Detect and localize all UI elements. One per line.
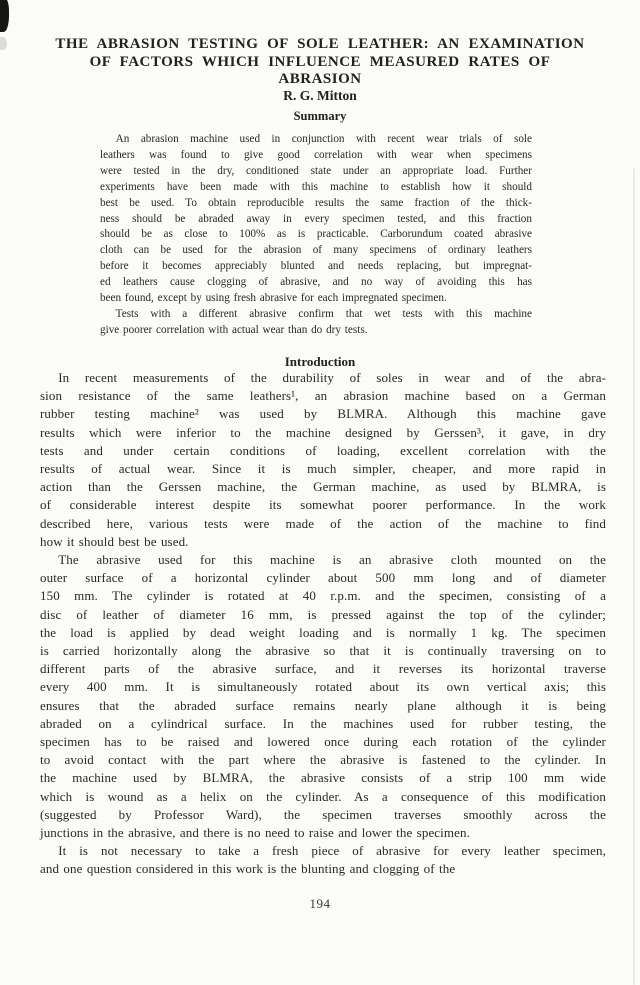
text-line: action than the Gerssen machine, the German machine, as used by BLMRA, is — [40, 479, 606, 495]
text-line: sion resistance of the same leathers¹, an abrasion machine based on a German — [40, 388, 606, 404]
text-line: ensures that the abraded surface remains nearly plane although it is being — [40, 697, 606, 713]
introduction-paragraph — [40, 369, 606, 551]
introduction-paragraph — [40, 842, 606, 878]
summary-paragraph — [100, 132, 532, 307]
text-line: specimen has to be raised and lowered once during each rotation of the cylinder — [40, 734, 606, 750]
text-line: An abrasion machine used in conjunction with recent wear trials of sole — [115, 133, 532, 145]
text-line: disc of leather of diameter 16 mm, is pressed against the top of the cylinder; — [40, 606, 606, 622]
summary-paragraph — [100, 307, 532, 339]
text-line: should be as close to 100% as is practicable. Carborundum coated abrasive — [100, 228, 532, 241]
text-line: cloth can be used for the abrasion of many specimens of ordinary leathers — [100, 244, 532, 257]
text-line: how it should best be used. — [40, 533, 189, 549]
text-line: best be used. To obtain reproducible results the same fraction of the thick- — [100, 196, 532, 209]
text-line: leathers was found to give good correlation with wear when specimens — [100, 148, 532, 161]
text-line: In recent measurements of the durability of soles in wear and of the abra- — [58, 370, 606, 385]
text-line: is carried horizontally along the abrasive so that it is continually traversing on to — [40, 643, 606, 659]
introduction-paragraph — [40, 551, 606, 842]
text-line: the load is applied by dead weight loading and is normally 1 kg. The specimen — [40, 624, 606, 640]
page-edge-shadow — [633, 168, 635, 985]
text-line: of considerable interest despite its somewhat poorer performance. In the work — [40, 497, 606, 513]
author: R. G. Mitton — [283, 88, 357, 103]
introduction-section — [40, 369, 606, 879]
text-line: give poorer correlation with actual wear than do dry tests. — [100, 323, 368, 336]
text-line: THE ABRASION TESTING OF SOLE LEATHER: AN EXAMINATION — [55, 36, 585, 52]
scan-artifact-dark-mark — [0, 0, 9, 32]
text-line: tests and under certain conditions of loading, excellent correlation with the — [40, 442, 606, 458]
text-line: before it becomes appreciably blunted and needs replacing, but impregnat- — [100, 260, 532, 273]
paper-title — [0, 36, 640, 89]
summary-section — [100, 132, 532, 339]
text-line: different parts of the abrasive surface, and it reverses its horizontal traverse — [40, 661, 606, 677]
text-line: (suggested by Professor Ward), the specimen traverses smoothly across the — [40, 806, 606, 822]
text-line: been found, except by using fresh abrasive for each impregnated specimen. — [100, 292, 447, 305]
summary-heading: Summary — [293, 109, 347, 123]
text-line: The abrasive used for this machine is an abrasive cloth mounted on the — [58, 552, 606, 568]
text-line: results which were inferior to the machine designed by Gerssen³, it gave, in dry — [40, 424, 606, 440]
text-line: described here, various tests were made of the action of the machine to find — [40, 515, 606, 531]
text-line: abraded on a cylindrical surface. In the machines used for rubber testing, the — [40, 715, 606, 731]
text-line: and one question considered in this work is the blunting and clogging of the — [40, 861, 456, 877]
text-line: ABRASION — [278, 71, 362, 87]
text-line: ed leathers cause clogging of abrasive, and no way of avoiding this has — [100, 276, 532, 289]
text-line: ness should be abraded away in every specimen tested, and this fraction — [100, 212, 532, 225]
text-line: were tested in the dry, conditioned state under an appropriate load. Further — [100, 164, 532, 177]
text-line: It is not necessary to take a fresh piece of abrasive for every leather specimen, — [58, 843, 606, 859]
text-line: which is wound as a helix on the cylinder. As a consequence of this modification — [40, 788, 606, 804]
text-line: Tests with a different abrasive confirm that wet tests with this machine — [115, 307, 532, 320]
text-line: experiments have been made with this machine to establish how it should — [100, 180, 532, 193]
introduction-heading: Introduction — [284, 354, 356, 369]
text-line: results of actual wear. Since it is much simpler, cheaper, and more rapid in — [40, 461, 606, 477]
text-line: 150 mm. The cylinder is rotated at 40 r.p.m. and the specimen, consisting of a — [40, 588, 606, 604]
text-line: outer surface of a horizontal cylinder about 500 mm long and of diameter — [40, 570, 606, 586]
page-number: 194 — [309, 896, 331, 911]
text-line: rubber testing machine² was used by BLMRA. Although this machine gave — [40, 406, 606, 422]
text-line: every 400 mm. It is simultaneously rotated about its own vertical axis; this — [40, 679, 606, 695]
text-line: to avoid contact with the part where the abrasive is fastened to the cylinder. In — [40, 752, 606, 768]
text-line: OF FACTORS WHICH INFLUENCE MEASURED RATES OF — [89, 53, 551, 70]
text-line: junctions in the abrasive, and there is no need to raise and lower the specimen. — [40, 825, 470, 841]
text-line: the machine used by BLMRA, the abrasive consists of a strip 100 mm wide — [40, 770, 606, 786]
